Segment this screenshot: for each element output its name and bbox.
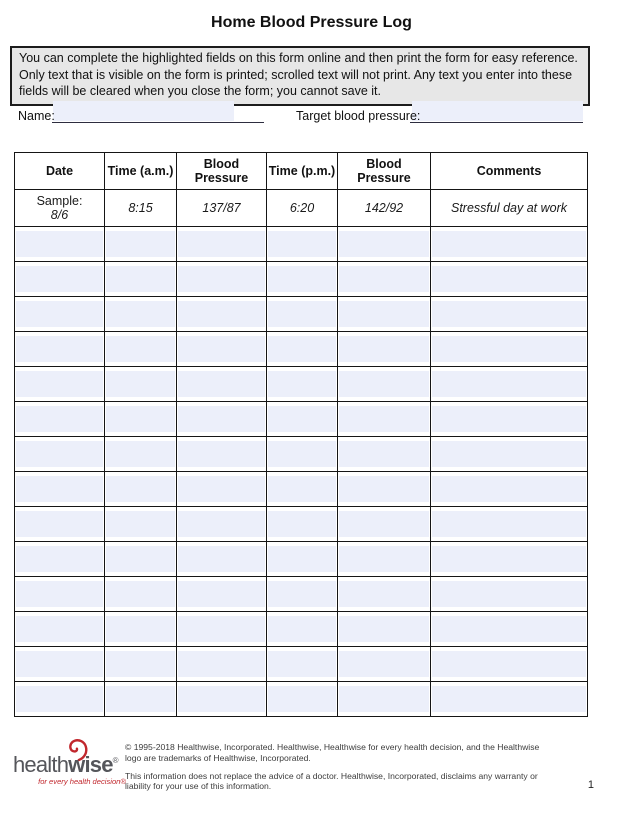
table-empty-rows (15, 227, 588, 717)
log-entry-cell[interactable] (338, 297, 431, 332)
form-field-highlight[interactable] (268, 266, 336, 292)
form-field-highlight[interactable] (106, 266, 175, 292)
form-field-highlight[interactable] (339, 651, 429, 677)
log-entry-cell[interactable] (105, 542, 177, 577)
log-entry-cell[interactable] (15, 262, 105, 297)
log-entry-cell[interactable] (177, 402, 267, 437)
form-field-highlight[interactable] (178, 406, 265, 432)
form-field-highlight[interactable] (106, 301, 175, 327)
form-field-highlight[interactable] (16, 406, 103, 432)
healthwise-wordmark (13, 752, 119, 778)
log-entry-cell[interactable] (105, 262, 177, 297)
form-field-highlight[interactable] (339, 581, 429, 607)
log-entry-cell[interactable] (15, 507, 105, 542)
log-entry-cell[interactable] (15, 332, 105, 367)
col-header-comments: Comments (431, 153, 588, 190)
form-field-highlight[interactable] (268, 546, 336, 572)
log-entry-cell[interactable] (267, 297, 338, 332)
empty-log-row (15, 402, 588, 437)
form-field-highlight[interactable] (106, 371, 175, 397)
log-entry-cell[interactable] (431, 367, 588, 402)
form-field-highlight[interactable] (432, 511, 586, 537)
form-field-highlight[interactable] (432, 546, 586, 572)
form-field-highlight[interactable] (268, 301, 336, 327)
form-field-highlight[interactable] (16, 336, 103, 362)
form-field-highlight[interactable] (432, 476, 586, 502)
log-entry-cell[interactable] (105, 682, 177, 717)
form-field-highlight[interactable] (268, 371, 336, 397)
log-entry-cell[interactable] (431, 262, 588, 297)
page-title: Home Blood Pressure Log (211, 14, 412, 31)
log-entry-cell[interactable] (267, 262, 338, 297)
log-entry-cell[interactable] (177, 262, 267, 297)
log-entry-cell[interactable] (15, 647, 105, 682)
form-field-highlight[interactable] (268, 651, 336, 677)
form-field-highlight[interactable] (106, 441, 175, 467)
sample-bp-am-cell: 137/87 (177, 190, 267, 227)
log-entry-cell[interactable] (177, 437, 267, 472)
sample-bp-pm-cell: 142/92 (338, 190, 431, 227)
log-entry-cell[interactable] (431, 297, 588, 332)
log-entry-cell[interactable] (105, 507, 177, 542)
form-field-highlight[interactable] (339, 616, 429, 642)
form-field-highlight[interactable] (178, 686, 265, 712)
sample-time-am-cell: 8:15 (105, 190, 177, 227)
form-field-highlight[interactable] (16, 651, 103, 677)
log-entry-cell[interactable] (267, 647, 338, 682)
empty-log-row (15, 647, 588, 682)
form-field-highlight[interactable] (339, 511, 429, 537)
log-entry-cell[interactable] (177, 227, 267, 262)
log-entry-cell[interactable] (338, 262, 431, 297)
form-field-highlight[interactable] (178, 231, 265, 257)
form-field-highlight[interactable] (106, 546, 175, 572)
target-bp-input[interactable] (410, 101, 583, 123)
form-field-highlight[interactable] (339, 406, 429, 432)
form-field-highlight[interactable] (106, 231, 175, 257)
log-entry-cell[interactable] (177, 542, 267, 577)
col-header-bp-am: Blood Pressure (177, 153, 267, 190)
log-entry-cell[interactable] (338, 542, 431, 577)
log-entry-cell[interactable] (105, 402, 177, 437)
target-bp-label: Target blood pressure: (296, 109, 421, 123)
form-field-highlight[interactable] (339, 266, 429, 292)
log-entry-cell[interactable] (105, 577, 177, 612)
log-entry-cell[interactable] (431, 577, 588, 612)
form-field-highlight[interactable] (178, 371, 265, 397)
log-entry-cell[interactable] (267, 402, 338, 437)
form-field-highlight[interactable] (178, 266, 265, 292)
form-field-highlight[interactable] (178, 581, 265, 607)
log-entry-cell[interactable] (177, 682, 267, 717)
form-field-highlight[interactable] (268, 406, 336, 432)
log-entry-cell[interactable] (177, 507, 267, 542)
log-entry-cell[interactable] (431, 682, 588, 717)
form-field-highlight[interactable] (268, 511, 336, 537)
blood-pressure-log-table (14, 152, 588, 717)
form-field-highlight[interactable] (16, 616, 103, 642)
empty-log-row (15, 332, 588, 367)
empty-log-row (15, 297, 588, 332)
healthwise-logo (13, 737, 126, 785)
form-instructions-text: You can complete the highlighted fields on this form online and then print the form for easy reference. Only text that is visible on the form is printed; scrolled text will not print. Any text you enter into these fields will be cleared when you close the form; you cannot save it. (19, 51, 578, 98)
table-header-row (15, 153, 588, 190)
form-field-highlight[interactable] (106, 476, 175, 502)
log-entry-cell[interactable] (177, 647, 267, 682)
form-field-highlight[interactable] (339, 301, 429, 327)
log-entry-cell[interactable] (267, 437, 338, 472)
log-entry-cell[interactable] (15, 367, 105, 402)
form-field-highlight[interactable] (432, 406, 586, 432)
form-field-highlight[interactable] (339, 686, 429, 712)
form-field-highlight[interactable] (16, 546, 103, 572)
sample-date-value: 8/6 (50, 208, 69, 222)
page-number: 1 (587, 779, 594, 791)
log-entry-cell[interactable] (267, 682, 338, 717)
sample-row (15, 190, 588, 227)
log-entry-cell[interactable] (267, 612, 338, 647)
form-field-highlight[interactable] (339, 476, 429, 502)
log-entry-cell[interactable] (105, 647, 177, 682)
log-entry-cell[interactable] (15, 402, 105, 437)
form-field-highlight[interactable] (106, 616, 175, 642)
form-field-highlight[interactable] (106, 581, 175, 607)
log-entry-cell[interactable] (177, 332, 267, 367)
form-field-highlight[interactable] (268, 581, 336, 607)
form-field-highlight[interactable] (268, 616, 336, 642)
form-field-highlight[interactable] (16, 511, 103, 537)
form-field-highlight[interactable] (268, 441, 336, 467)
log-entry-cell[interactable] (15, 542, 105, 577)
log-entry-cell[interactable] (431, 472, 588, 507)
disclaimer-text: This information does not replace the advice of a doctor. Healthwise, Incorporated, disclaims any warranty or liability for your use of this information. (125, 770, 538, 792)
log-entry-cell[interactable] (15, 612, 105, 647)
form-field-highlight[interactable] (432, 441, 586, 467)
form-field-highlight[interactable] (268, 231, 336, 257)
log-entry-cell[interactable] (177, 472, 267, 507)
log-entry-cell[interactable] (338, 682, 431, 717)
log-entry-cell[interactable] (431, 647, 588, 682)
form-instructions-box (10, 46, 590, 106)
footer-legal-text (125, 742, 557, 799)
log-entry-cell[interactable] (338, 472, 431, 507)
empty-log-row (15, 682, 588, 717)
form-field-highlight[interactable] (432, 301, 586, 327)
form-field-highlight[interactable] (16, 441, 103, 467)
form-field-highlight[interactable] (339, 546, 429, 572)
log-entry-cell[interactable] (177, 577, 267, 612)
empty-log-row (15, 262, 588, 297)
form-field-highlight[interactable] (268, 476, 336, 502)
empty-log-row (15, 542, 588, 577)
log-entry-cell[interactable] (431, 542, 588, 577)
identity-fields-row (0, 101, 623, 125)
log-entry-cell[interactable] (431, 612, 588, 647)
form-field-highlight[interactable] (432, 581, 586, 607)
form-field-highlight[interactable] (339, 336, 429, 362)
log-entry-cell[interactable] (15, 297, 105, 332)
col-header-time-pm: Time (p.m.) (267, 153, 338, 190)
brand-registered-mark: ® (112, 756, 119, 765)
form-field-highlight[interactable] (339, 441, 429, 467)
log-entry-cell[interactable] (105, 437, 177, 472)
log-entry-cell[interactable] (15, 577, 105, 612)
copyright-text: © 1995-2018 Healthwise, Incorporated. Healthwise, Healthwise for every health decision, and the Healthwise logo are trademarks of Healthwise, Incorporated. (125, 742, 540, 763)
form-field-highlight[interactable] (432, 266, 586, 292)
form-field-highlight[interactable] (268, 336, 336, 362)
form-field-highlight[interactable] (432, 231, 586, 257)
form-field-highlight[interactable] (178, 546, 265, 572)
log-entry-cell[interactable] (15, 682, 105, 717)
form-field-highlight[interactable] (178, 336, 265, 362)
log-entry-cell[interactable] (105, 227, 177, 262)
form-field-highlight[interactable] (178, 511, 265, 537)
log-entry-cell[interactable] (338, 437, 431, 472)
name-input[interactable] (52, 101, 264, 123)
form-field-highlight[interactable] (432, 686, 586, 712)
form-field-highlight[interactable] (16, 371, 103, 397)
log-entry-cell[interactable] (15, 437, 105, 472)
table-body (15, 190, 588, 227)
brand-bold: wise (68, 752, 113, 777)
sample-date-label: Sample: (36, 194, 83, 208)
form-field-highlight[interactable] (16, 231, 103, 257)
form-field-highlight[interactable] (432, 651, 586, 677)
empty-log-row (15, 472, 588, 507)
form-field-highlight[interactable] (178, 616, 265, 642)
form-field-highlight[interactable] (106, 651, 175, 677)
form-field-highlight[interactable] (106, 686, 175, 712)
log-entry-cell[interactable] (338, 577, 431, 612)
log-entry-cell[interactable] (431, 227, 588, 262)
col-header-date: Date (15, 153, 105, 190)
log-entry-cell[interactable] (105, 367, 177, 402)
sample-date-cell (15, 190, 105, 227)
log-entry-cell[interactable] (177, 367, 267, 402)
empty-log-row (15, 577, 588, 612)
log-entry-cell[interactable] (105, 332, 177, 367)
empty-log-row (15, 507, 588, 542)
name-label: Name: (18, 109, 55, 123)
form-field-highlight[interactable] (178, 651, 265, 677)
log-entry-cell[interactable] (431, 402, 588, 437)
col-header-bp-pm: Blood Pressure (338, 153, 431, 190)
log-entry-cell[interactable] (338, 332, 431, 367)
log-entry-cell[interactable] (105, 297, 177, 332)
sample-comments-cell: Stressful day at work (431, 190, 588, 227)
form-field-highlight[interactable] (106, 336, 175, 362)
log-entry-cell[interactable] (177, 297, 267, 332)
log-entry-cell[interactable] (267, 507, 338, 542)
empty-log-row (15, 612, 588, 647)
form-field-highlight[interactable] (106, 406, 175, 432)
empty-log-row (15, 227, 588, 262)
log-entry-cell[interactable] (177, 612, 267, 647)
log-entry-cell[interactable] (105, 472, 177, 507)
log-entry-cell[interactable] (338, 612, 431, 647)
log-entry-cell[interactable] (105, 612, 177, 647)
form-field-highlight[interactable] (16, 266, 103, 292)
log-entry-cell[interactable] (267, 227, 338, 262)
log-entry-cell[interactable] (267, 367, 338, 402)
form-field-highlight[interactable] (178, 441, 265, 467)
form-field-highlight[interactable] (339, 371, 429, 397)
form-field-highlight[interactable] (268, 686, 336, 712)
log-entry-cell[interactable] (338, 647, 431, 682)
form-field-highlight[interactable] (339, 231, 429, 257)
log-entry-cell[interactable] (431, 332, 588, 367)
log-entry-cell[interactable] (267, 577, 338, 612)
form-field-highlight[interactable] (16, 476, 103, 502)
log-entry-cell[interactable] (267, 542, 338, 577)
form-field-highlight[interactable] (178, 301, 265, 327)
log-entry-cell[interactable] (267, 332, 338, 367)
form-field-highlight[interactable] (432, 336, 586, 362)
form-field-highlight[interactable] (106, 511, 175, 537)
form-field-highlight[interactable] (432, 371, 586, 397)
log-entry-cell[interactable] (431, 507, 588, 542)
form-field-highlight[interactable] (178, 476, 265, 502)
col-header-time-am: Time (a.m.) (105, 153, 177, 190)
log-entry-cell[interactable] (338, 402, 431, 437)
empty-log-row (15, 437, 588, 472)
log-entry-cell[interactable] (431, 437, 588, 472)
log-entry-cell[interactable] (267, 472, 338, 507)
log-entry-cell[interactable] (338, 367, 431, 402)
brand-light: health (13, 752, 69, 777)
form-field-highlight[interactable] (16, 581, 103, 607)
empty-log-row (15, 367, 588, 402)
form-field-highlight[interactable] (16, 301, 103, 327)
log-entry-cell[interactable] (338, 227, 431, 262)
form-field-highlight[interactable] (16, 686, 103, 712)
log-entry-cell[interactable] (15, 472, 105, 507)
log-entry-cell[interactable] (338, 507, 431, 542)
log-entry-cell[interactable] (15, 227, 105, 262)
brand-tagline: for every health decision® (38, 777, 126, 786)
sample-time-pm-cell: 6:20 (267, 190, 338, 227)
form-field-highlight[interactable] (432, 616, 586, 642)
